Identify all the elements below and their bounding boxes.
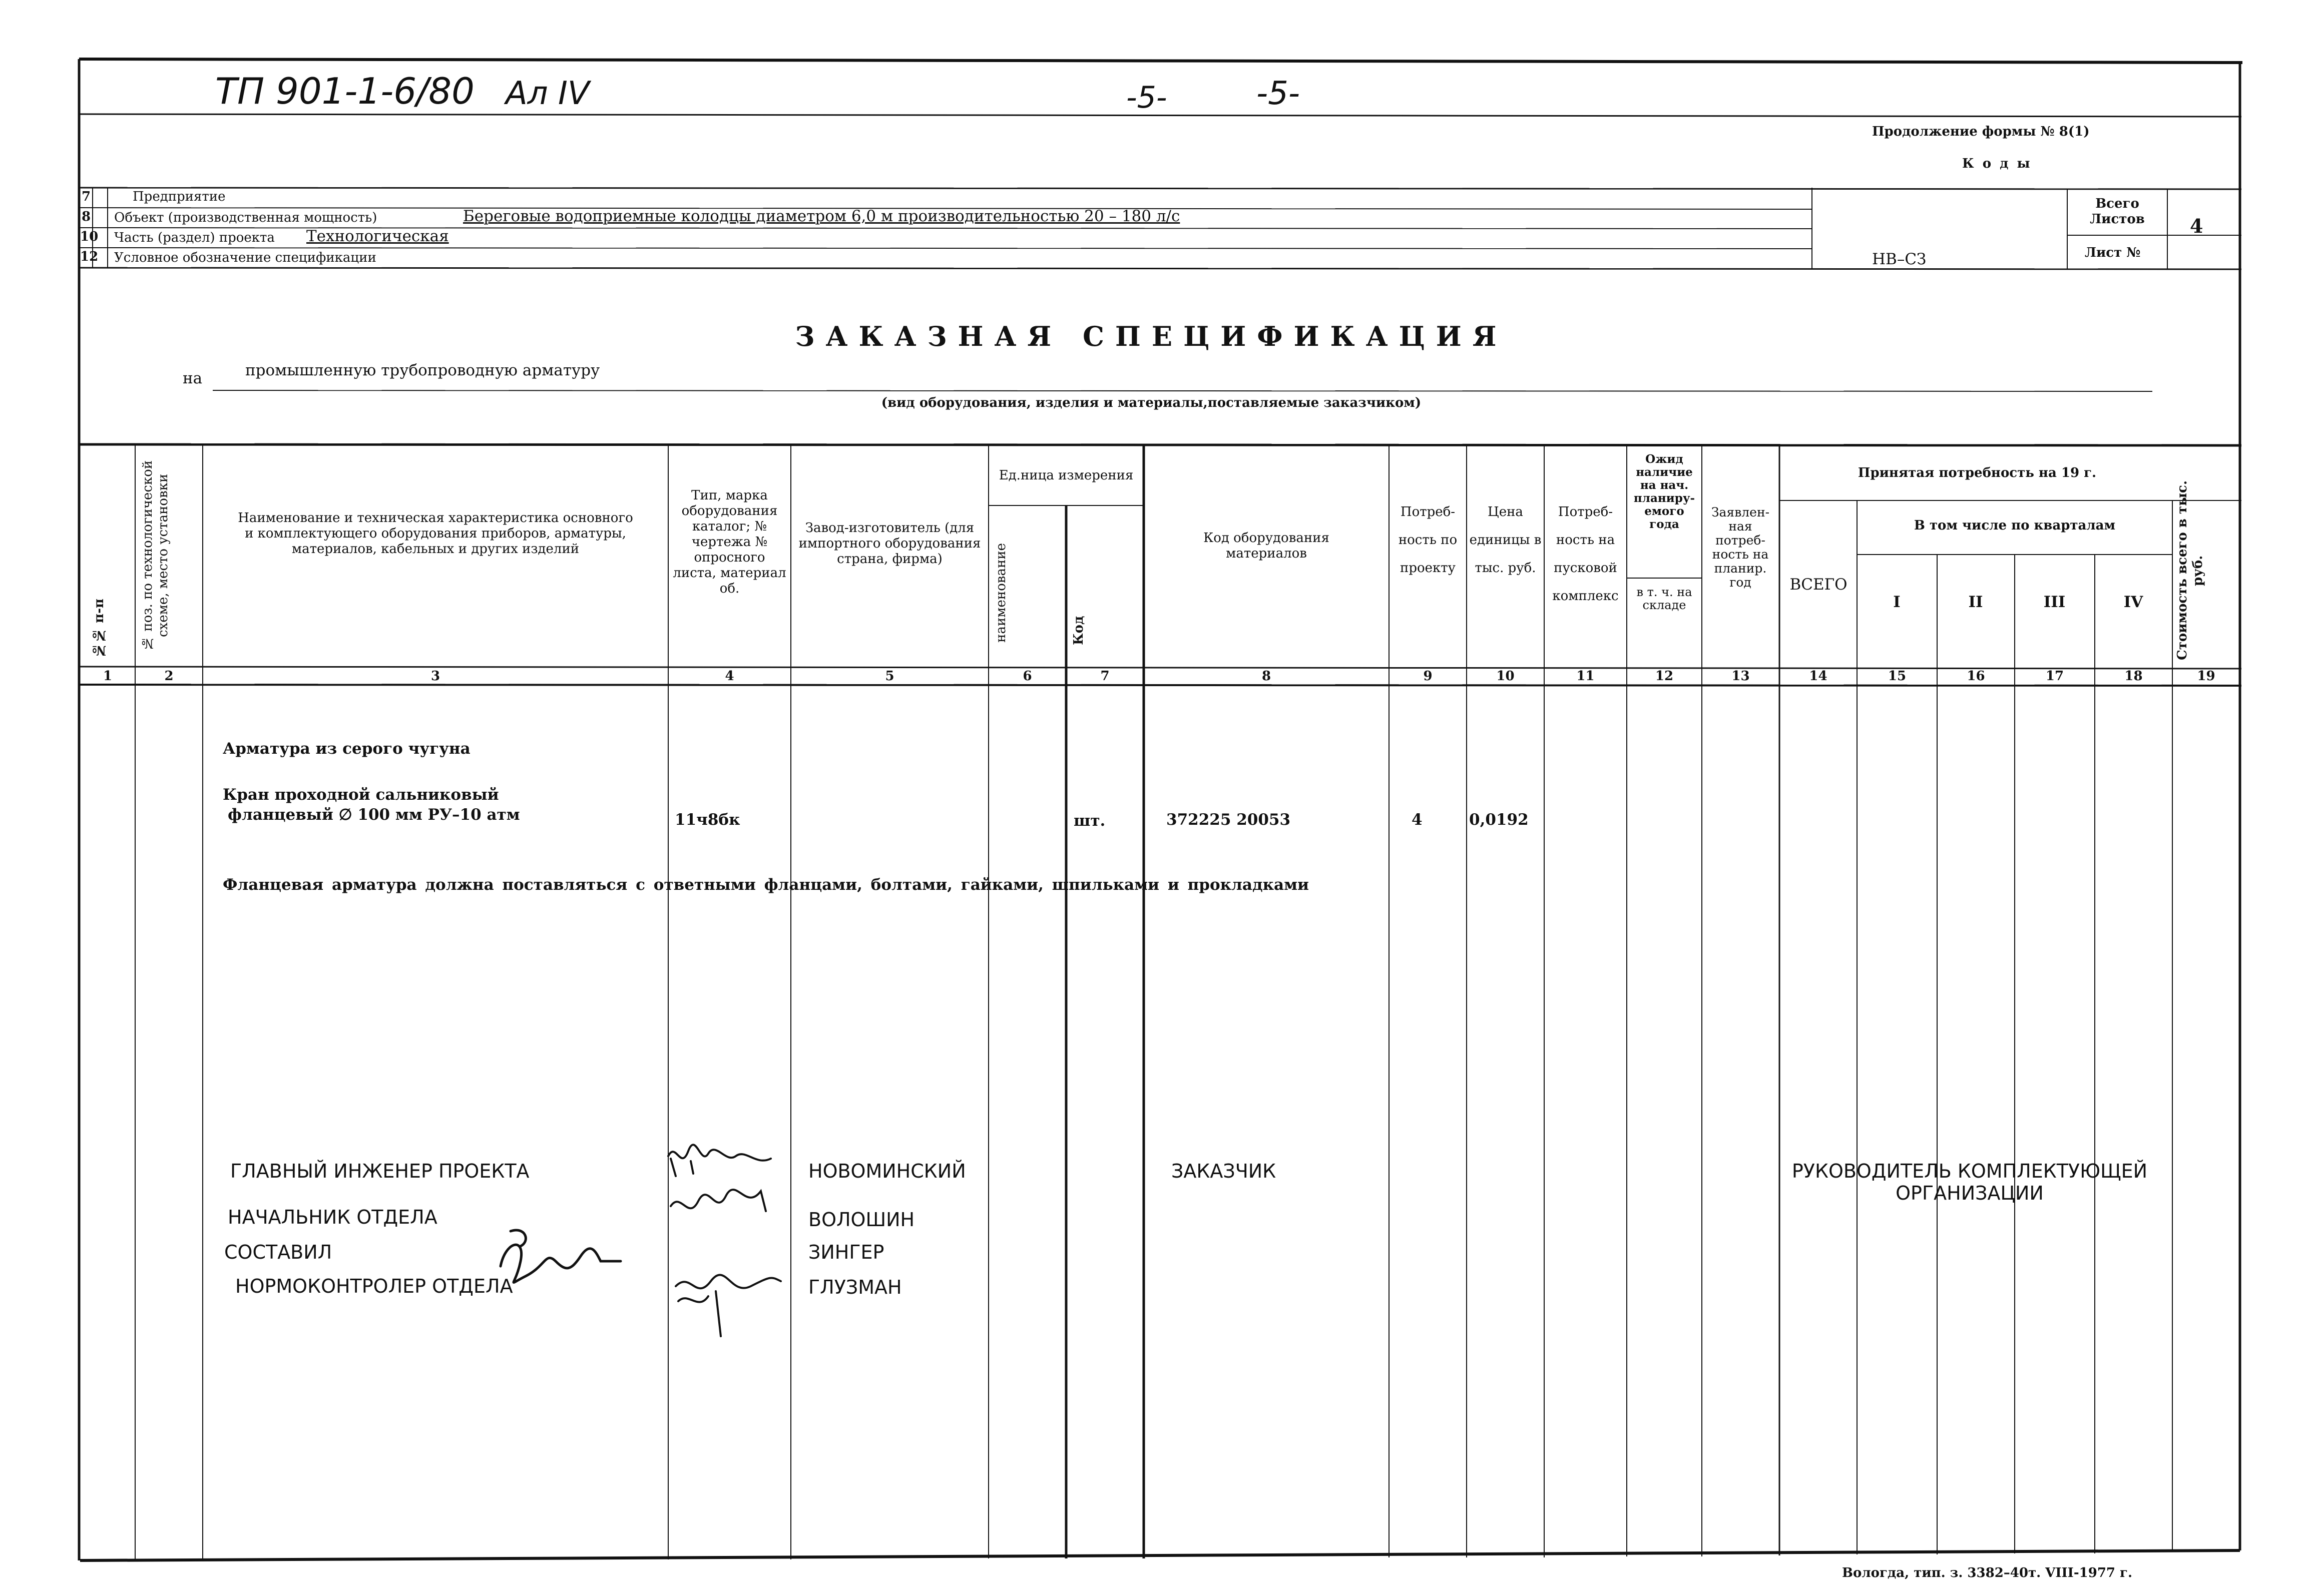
col-header-accepted-group: Принятая потребность на 19 г.	[1858, 465, 2097, 480]
section-title: Арматура из серого чугуна	[223, 740, 471, 758]
role-compiled-by: СОСТАВИЛ	[224, 1241, 332, 1263]
role-standards-controller: НОРМОКОНТРОЛЕР ОТДЕЛА	[235, 1275, 513, 1297]
handwritten-signature-compiler	[496, 1221, 626, 1296]
col-num-15: 15	[1888, 669, 1907, 684]
role-chief-engineer: ГЛАВНЫЙ ИНЖЕНЕР ПРОЕКТА	[230, 1160, 530, 1182]
col-header-6: наименование	[994, 543, 1009, 643]
col-header-17: III	[2043, 593, 2066, 611]
meta-num-7: 7	[82, 189, 91, 204]
col-num-14: 14	[1809, 669, 1827, 684]
spec-code: НВ–СЗ	[1872, 250, 1927, 268]
item-qty: 4	[1412, 811, 1423, 829]
album-number: Ал IV	[506, 75, 590, 112]
total-sheets-value: 4	[2190, 215, 2203, 237]
meta-num-12: 12	[80, 249, 99, 264]
col-header-2: № поз. по технологической схеме, место установки	[140, 460, 171, 651]
total-sheets-label: Всего Листов	[2090, 196, 2145, 227]
spec-title: ЗАКАЗНАЯ СПЕЦИФИКАЦИЯ	[795, 320, 1508, 352]
supplier-label: РУКОВОДИТЕЛЬ КОМПЛЕКТУЮЩЕЙ ОРГАНИЗАЦИИ	[1791, 1160, 2148, 1204]
col-header-13: Заявлен-ная потреб-ность на планир. год	[1711, 505, 1770, 590]
col-header-19: Стоимость всего в тыс. руб.	[2175, 480, 2205, 661]
col-num-17: 17	[2045, 669, 2064, 684]
codes-label: К о д ы	[1962, 156, 2032, 171]
col-header-12b: в т. ч. на складе	[1636, 585, 1692, 612]
name-gluzman: ГЛУЗМАН	[808, 1276, 902, 1298]
form-continuation: Продолжение формы № 8(1)	[1872, 124, 2090, 139]
meta-label-enterprise: Предприятие	[133, 189, 226, 204]
page-mark-1: -5-	[1126, 80, 1167, 115]
col-header-12a: Ожид наличие на нач. планиру-емого года	[1633, 452, 1695, 531]
col-header-16: II	[1968, 593, 1983, 611]
col-num-5: 5	[885, 669, 894, 684]
page-mark-2: -5-	[1256, 75, 1300, 112]
col-num-11: 11	[1576, 669, 1595, 684]
delivery-note: Фланцевая арматура должна поставляться с ответными фланцами, болтами, гайками, шпильками и прокладками	[223, 876, 1309, 894]
col-num-18: 18	[2124, 669, 2143, 684]
col-num-3: 3	[430, 669, 440, 684]
col-header-9: Потреб-ность по проекту	[1398, 504, 1458, 576]
item-unit: шт.	[1074, 812, 1106, 830]
col-num-12: 12	[1655, 669, 1674, 684]
col-num-19: 19	[2197, 669, 2215, 684]
col-num-9: 9	[1423, 669, 1433, 684]
name-zinger: ЗИНГЕР	[808, 1241, 884, 1263]
item-price: 0,0192	[1469, 811, 1529, 829]
spec-subtitle: (вид оборудования, изделия и материалы,поставляемые заказчиком)	[881, 395, 1422, 410]
meta-value-object: Береговые водоприемные колодцы диаметром 6,0 м производительностью 20 – 180 л/с	[463, 207, 1180, 225]
meta-label-part: Часть (раздел) проекта	[114, 230, 275, 245]
meta-num-8: 8	[82, 209, 91, 224]
meta-value-part: Технологическая	[306, 227, 449, 245]
doc-number: ТП 901-1-6/80	[215, 70, 475, 112]
item-type: 11ч8бк	[675, 811, 740, 829]
col-header-7: Код	[1071, 616, 1086, 646]
item-name-line1: Кран проходной сальниковый	[223, 786, 499, 804]
role-head-of-department: НАЧАЛЬНИК ОТДЕЛА	[228, 1206, 437, 1228]
customer-label: ЗАКАЗЧИК	[1171, 1160, 1276, 1182]
col-header-14: ВСЕГО	[1789, 576, 1848, 594]
col-num-7: 7	[1100, 669, 1110, 684]
print-info: Вологда, тип. з. 3382–40т. VIII-1977 г.	[1842, 1565, 2133, 1580]
col-num-2: 2	[164, 669, 174, 684]
col-num-13: 13	[1731, 669, 1750, 684]
spec-on-prefix: на	[183, 369, 203, 387]
col-header-8: Код оборудования материалов	[1203, 530, 1329, 561]
meta-label-designation: Условное обозначение спецификации	[114, 250, 376, 265]
col-header-18: IV	[2123, 593, 2143, 611]
col-num-4: 4	[725, 669, 734, 684]
col-num-16: 16	[1967, 669, 1985, 684]
col-header-1: №№ п-п	[92, 599, 107, 658]
item-name-line2: фланцевый ∅ 100 мм РУ–10 атм	[228, 806, 520, 824]
col-header-11: Потреб-ность на пусковой комплекс	[1552, 504, 1619, 604]
spec-subject: промышленную трубопроводную арматуру	[245, 361, 600, 379]
meta-num-10: 10	[80, 229, 99, 244]
col-header-unit-group: Ед.ница измерения	[999, 468, 1134, 483]
meta-label-object: Объект (производственная мощность)	[114, 210, 377, 225]
col-header-10: Цена единицы в тыс. руб.	[1469, 504, 1542, 576]
name-voloshin: ВОЛОШИН	[808, 1209, 915, 1231]
col-num-1: 1	[103, 669, 113, 684]
col-num-8: 8	[1261, 669, 1271, 684]
col-num-6: 6	[1023, 669, 1032, 684]
handwritten-signatures-column-4	[661, 1136, 791, 1346]
sheet-number-label: Лист №	[2085, 245, 2141, 260]
col-header-5: Завод-изготовитель (для импортного оборудования страна, фирма)	[798, 520, 981, 567]
name-novominsky: НОВОМИНСКИЙ	[808, 1160, 966, 1182]
col-header-15: I	[1893, 593, 1901, 611]
item-code: 372225 20053	[1166, 811, 1291, 829]
col-header-4: Тип, марка оборудования каталог; № чертежа № опросного листа, материал об.	[673, 488, 786, 596]
col-num-10: 10	[1496, 669, 1515, 684]
col-header-3: Наименование и техническая характеристика основного и комплектующего оборудования приборов, арматуры, материалов, кабельных и других изделий	[238, 510, 633, 557]
col-header-quarters-group: В том числе по кварталам	[1914, 518, 2116, 533]
